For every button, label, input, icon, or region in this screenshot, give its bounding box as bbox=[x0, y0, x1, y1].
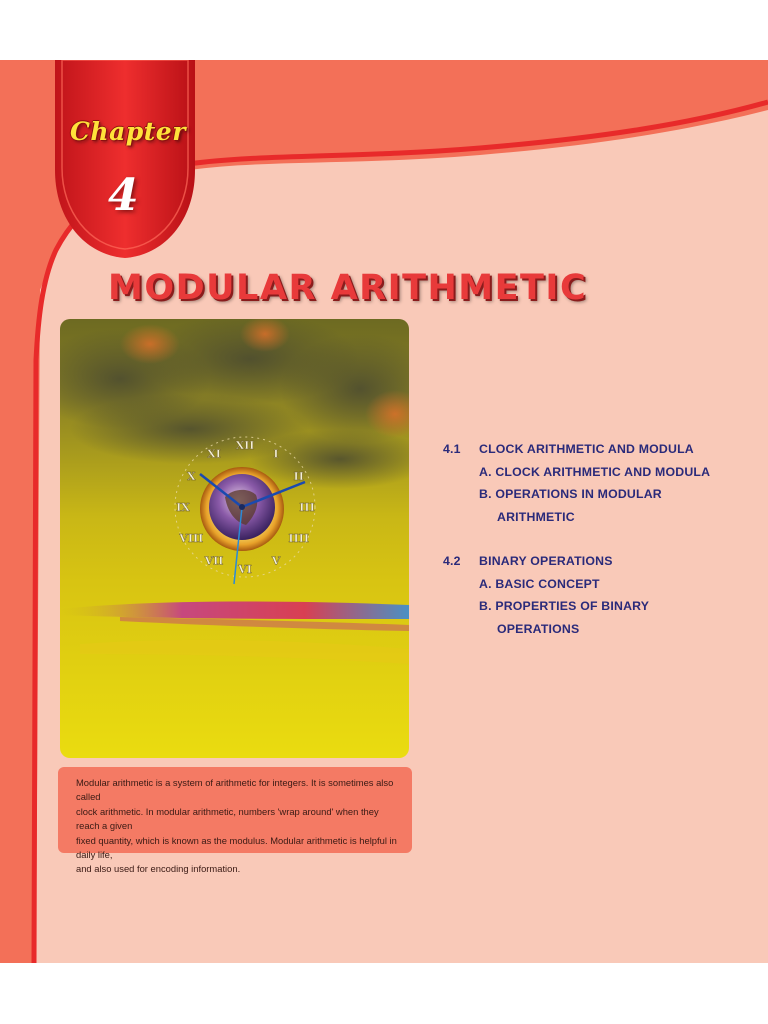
chapter-page bbox=[0, 60, 768, 963]
toc-item-continuation bbox=[443, 622, 763, 645]
clock-numeral: IIII bbox=[288, 532, 309, 545]
toc-item-continuation bbox=[443, 510, 763, 533]
toc-section-heading bbox=[443, 442, 763, 465]
table-of-contents bbox=[443, 442, 763, 644]
clock-numeral: I bbox=[273, 447, 279, 461]
chapter-cover-image bbox=[60, 319, 409, 758]
chapter-label: Chapter bbox=[70, 117, 186, 146]
intro-line: fixed quantity, which is known as the modulus. Modular arithmetic is helpful in daily life, bbox=[76, 834, 397, 861]
intro-text-box bbox=[58, 767, 412, 875]
chapter-tab bbox=[55, 60, 195, 258]
clock-numeral: XII bbox=[235, 439, 255, 452]
toc-item-label: OPERATIONS bbox=[497, 621, 580, 636]
toc-item bbox=[443, 599, 763, 622]
toc-item-label: ARITHMETIC bbox=[497, 509, 575, 524]
clock-numeral: XI bbox=[207, 447, 221, 461]
toc-item-label: A. CLOCK ARITHMETIC AND MODULA bbox=[479, 464, 711, 479]
intro-line: and also used for encoding information. bbox=[76, 863, 241, 875]
toc-section-title: BINARY OPERATIONS bbox=[479, 554, 613, 568]
toc-item bbox=[443, 577, 763, 600]
clock-numeral: VIII bbox=[179, 532, 204, 545]
clock-numeral: II bbox=[293, 470, 304, 483]
toc-item bbox=[443, 487, 763, 510]
clock-numeral: X bbox=[187, 470, 196, 483]
clock-numeral: III bbox=[299, 501, 315, 514]
chapter-number: 4 bbox=[108, 170, 139, 221]
toc-item-label: B. PROPERTIES OF BINARY bbox=[479, 599, 650, 613]
clock-numeral: V bbox=[271, 554, 281, 568]
toc-section-number: 4.1 bbox=[443, 442, 461, 456]
toc-item-label: A. BASIC CONCEPT bbox=[479, 576, 600, 591]
intro-line: Modular arithmetic is a system of arithmetic for integers. It is sometimes also called bbox=[76, 777, 394, 803]
toc-item-label: B. OPERATIONS IN MODULAR bbox=[479, 487, 662, 501]
clock-numeral: IX bbox=[176, 501, 190, 514]
clock-numeral: VII bbox=[204, 554, 224, 568]
toc-item bbox=[443, 465, 763, 488]
intro-line: clock arithmetic. In modular arithmetic, numbers 'wrap around' when they reach a given bbox=[76, 805, 379, 832]
toc-section-title: CLOCK ARITHMETIC AND MODULA bbox=[479, 442, 694, 456]
clock-numeral: VI bbox=[238, 563, 252, 576]
toc-section-heading bbox=[443, 554, 763, 577]
toc-section-number: 4.2 bbox=[443, 554, 461, 568]
page-title: MODULAR ARITHMETIC bbox=[108, 268, 588, 308]
